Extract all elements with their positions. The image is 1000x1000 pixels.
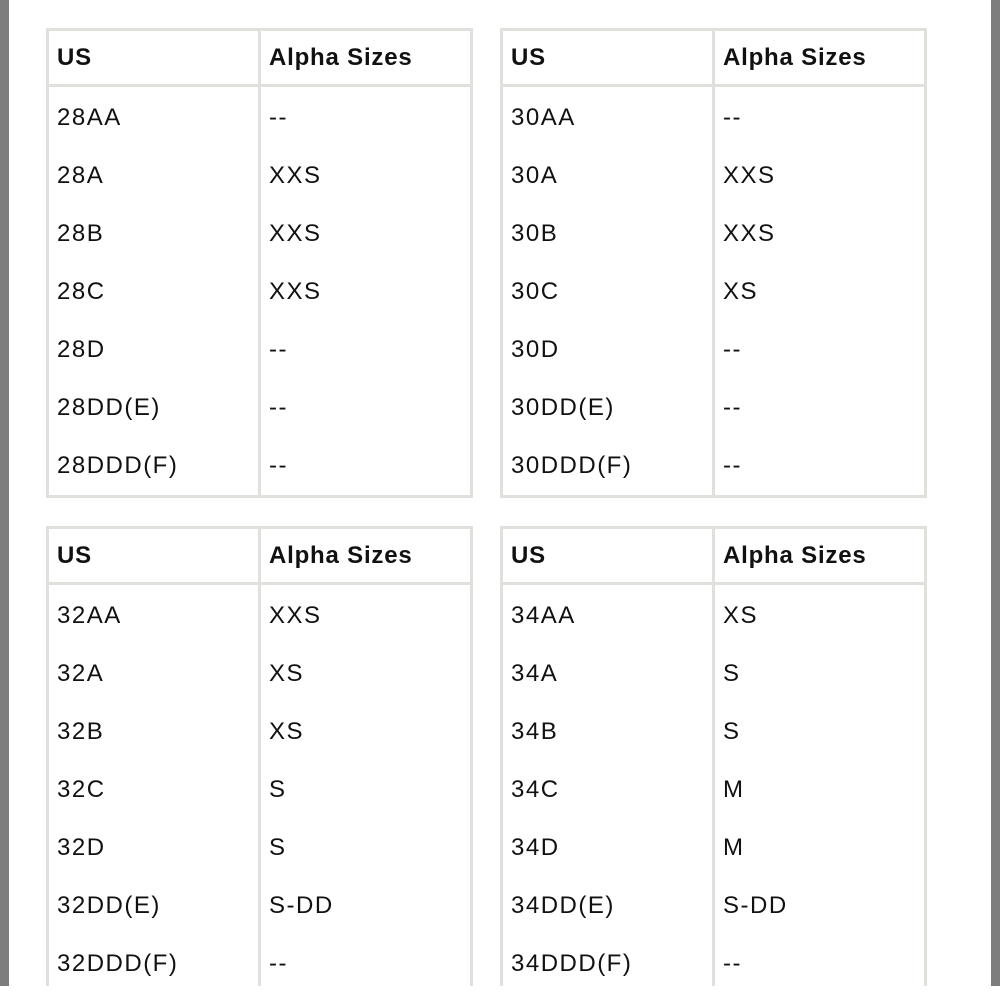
us-size-cell: 32DD(E) [48, 877, 260, 935]
us-size-cell: 30DDD(F) [502, 437, 714, 497]
alpha-sizes-column-header: Alpha Sizes [714, 528, 926, 584]
table-row [502, 147, 926, 205]
alpha-sizes-column-header: Alpha Sizes [714, 30, 926, 86]
table-row [48, 263, 472, 321]
us-size-cell: 28B [48, 205, 260, 263]
table-row [48, 584, 472, 646]
us-size-cell: 30D [502, 321, 714, 379]
table-row [48, 761, 472, 819]
table-row [502, 877, 926, 935]
alpha-size-cell: S [260, 819, 472, 877]
table-row [502, 379, 926, 437]
alpha-size-cell: -- [260, 86, 472, 148]
alpha-size-cell: XXS [714, 147, 926, 205]
us-column-header: US [502, 30, 714, 86]
table-row [48, 703, 472, 761]
us-size-cell: 32D [48, 819, 260, 877]
us-column-header: US [48, 528, 260, 584]
us-size-cell: 28DD(E) [48, 379, 260, 437]
alpha-size-cell: S [714, 645, 926, 703]
table-row [48, 437, 472, 497]
us-size-cell: 32A [48, 645, 260, 703]
us-size-cell: 28DDD(F) [48, 437, 260, 497]
table-row [502, 584, 926, 646]
us-size-cell: 32DDD(F) [48, 935, 260, 995]
alpha-size-cell: XXS [714, 205, 926, 263]
us-size-cell: 32B [48, 703, 260, 761]
alpha-size-cell: XS [260, 703, 472, 761]
alpha-size-cell: M [714, 761, 926, 819]
alpha-size-cell: XS [714, 584, 926, 646]
alpha-size-cell: -- [714, 321, 926, 379]
table-row [502, 645, 926, 703]
right-edge-bar [991, 0, 1000, 1000]
alpha-size-cell: XXS [260, 205, 472, 263]
alpha-size-cell: -- [260, 437, 472, 497]
us-size-cell: 34DDD(F) [502, 935, 714, 995]
table-row [502, 703, 926, 761]
alpha-size-cell: -- [714, 935, 926, 995]
left-edge-bar [0, 0, 9, 1000]
size-table-28 [46, 28, 473, 498]
us-size-cell: 34AA [502, 584, 714, 646]
table-row [502, 437, 926, 497]
table-row [502, 263, 926, 321]
table-header-row [48, 528, 472, 584]
us-size-cell: 30DD(E) [502, 379, 714, 437]
alpha-size-cell: XXS [260, 263, 472, 321]
size-table-30 [500, 28, 927, 498]
table-row [48, 147, 472, 205]
alpha-size-cell: -- [260, 321, 472, 379]
us-size-cell: 30A [502, 147, 714, 205]
alpha-size-cell: -- [260, 379, 472, 437]
table-row [48, 819, 472, 877]
us-size-cell: 30C [502, 263, 714, 321]
table-row [48, 86, 472, 148]
us-size-cell: 28D [48, 321, 260, 379]
us-size-cell: 32AA [48, 584, 260, 646]
alpha-size-cell: M [714, 819, 926, 877]
table-header-row [48, 30, 472, 86]
us-size-cell: 34B [502, 703, 714, 761]
table-row [48, 645, 472, 703]
table-row [502, 321, 926, 379]
us-column-header: US [502, 528, 714, 584]
table-header-row [502, 30, 926, 86]
alpha-sizes-column-header: Alpha Sizes [260, 30, 472, 86]
us-size-cell: 34A [502, 645, 714, 703]
us-size-cell: 28A [48, 147, 260, 205]
table-header-row [502, 528, 926, 584]
alpha-size-cell: -- [714, 437, 926, 497]
table-row [502, 205, 926, 263]
table-row [48, 321, 472, 379]
alpha-size-cell: -- [260, 935, 472, 995]
alpha-size-cell: -- [714, 379, 926, 437]
alpha-size-cell: -- [714, 86, 926, 148]
alpha-sizes-column-header: Alpha Sizes [260, 528, 472, 584]
table-row [502, 761, 926, 819]
alpha-size-cell: XXS [260, 584, 472, 646]
alpha-size-cell: S [714, 703, 926, 761]
bottom-crop-edge [0, 986, 1000, 1000]
size-table-34 [500, 526, 927, 996]
table-row [48, 379, 472, 437]
alpha-size-cell: XS [260, 645, 472, 703]
table-row [48, 205, 472, 263]
table-row [502, 86, 926, 148]
us-size-cell: 28AA [48, 86, 260, 148]
us-column-header: US [48, 30, 260, 86]
us-size-cell: 28C [48, 263, 260, 321]
alpha-size-cell: XXS [260, 147, 472, 205]
us-size-cell: 32C [48, 761, 260, 819]
alpha-size-cell: S-DD [260, 877, 472, 935]
us-size-cell: 34D [502, 819, 714, 877]
us-size-cell: 34C [502, 761, 714, 819]
size-table-32 [46, 526, 473, 996]
alpha-size-cell: S-DD [714, 877, 926, 935]
us-size-cell: 30B [502, 205, 714, 263]
alpha-size-cell: S [260, 761, 472, 819]
us-size-cell: 30AA [502, 86, 714, 148]
us-size-cell: 34DD(E) [502, 877, 714, 935]
table-row [502, 819, 926, 877]
alpha-size-cell: XS [714, 263, 926, 321]
table-row [48, 877, 472, 935]
